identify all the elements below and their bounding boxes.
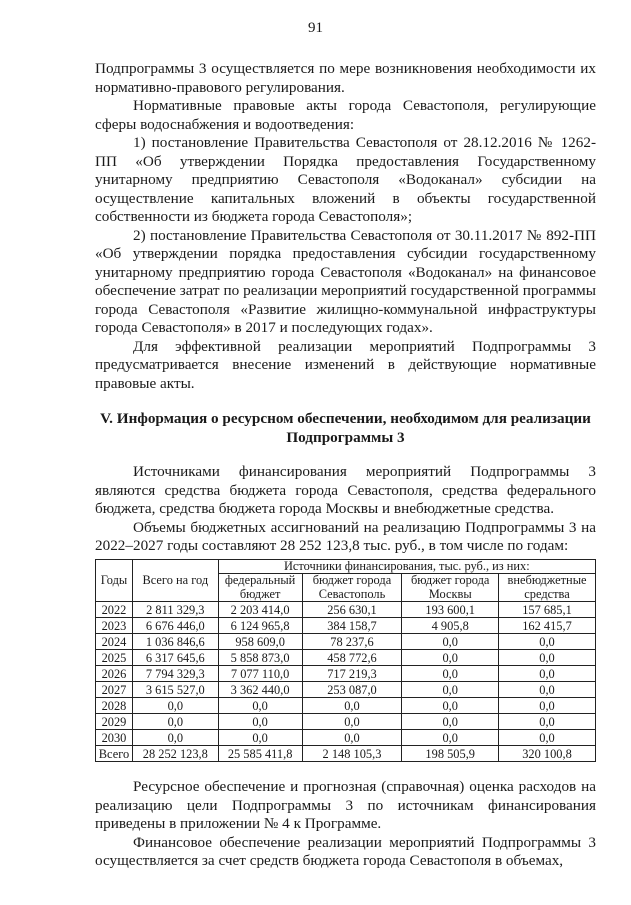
- paragraph: 1) постановление Правительства Севастополя от 28.12.2016 № 1262-ПП «Об утверждении Порядка предоставления Государственному унитарному предприятию Севастополя «Водоканал» субсидии на осуществление капитальных вложений в объекты государственной собственности из бюджета города Севастополя»;: [95, 134, 596, 225]
- table-cell-value: 2 203 414,0: [218, 602, 302, 618]
- table-cell-value: 0,0: [499, 714, 596, 730]
- table-cell-value: 157 685,1: [499, 602, 596, 618]
- table-cell-value: 2 148 105,3: [302, 746, 402, 762]
- table-cell-value: 25 585 411,8: [218, 746, 302, 762]
- table-cell-value: 0,0: [499, 650, 596, 666]
- column-header-federal: федеральный бюджет: [218, 574, 302, 602]
- table-cell-value: 78 237,6: [302, 634, 402, 650]
- table-cell-value: 0,0: [302, 698, 402, 714]
- table-cell-value: 458 772,6: [302, 650, 402, 666]
- table-cell-year: 2029: [96, 714, 133, 730]
- table-row: [96, 714, 596, 730]
- table-cell-value: 3 615 527,0: [132, 682, 218, 698]
- table-cell-value: 162 415,7: [499, 618, 596, 634]
- table-cell-value: 0,0: [402, 714, 499, 730]
- paragraph: 2) постановление Правительства Севастополя от 30.11.2017 № 892-ПП «Об утверждении порядка предоставления субсидии государственному унитарному предприятию города Севастополя «Водоканал» на финансовое обеспечение затрат по реализации мероприятий государственной программы города Севастополя «Развитие жилищно-коммунальной инфраструктуры города Севастополя» в 2017 и последующих годах».: [95, 226, 596, 336]
- table-cell-year: 2022: [96, 602, 133, 618]
- table-cell-value: 5 858 873,0: [218, 650, 302, 666]
- section-heading: [95, 410, 596, 447]
- table-cell-value: 0,0: [402, 650, 499, 666]
- table-cell-value: 958 609,0: [218, 634, 302, 650]
- table-row: [96, 618, 596, 634]
- table-cell-value: 3 362 440,0: [218, 682, 302, 698]
- table-cell-value: 0,0: [302, 714, 402, 730]
- table-cell-value: 0,0: [402, 666, 499, 682]
- table-cell-year: 2026: [96, 666, 133, 682]
- table-row: [96, 650, 596, 666]
- table-cell-year: 2025: [96, 650, 133, 666]
- table-row: [96, 682, 596, 698]
- column-header-total: Всего на год: [132, 559, 218, 602]
- paragraph: Подпрограммы 3 осуществляется по мере возникновения необходимости их нормативно-правового регулирования.: [95, 60, 596, 96]
- table-cell-value: 0,0: [499, 730, 596, 746]
- table-cell-value: 0,0: [402, 730, 499, 746]
- table-cell-value: 0,0: [499, 682, 596, 698]
- table-row: [96, 698, 596, 714]
- table-cell-year: 2027: [96, 682, 133, 698]
- table-cell-value: 384 158,7: [302, 618, 402, 634]
- paragraph: Ресурсное обеспечение и прогнозная (справочная) оценка расходов на реализацию цели Подпрограммы 3 по источникам финансирования приведены в приложении № 4 к Программе.: [95, 778, 596, 832]
- table-body: [96, 602, 596, 762]
- column-header-years: Годы: [96, 559, 133, 602]
- document-body: [95, 60, 596, 871]
- table-cell-value: 4 905,8: [402, 618, 499, 634]
- table-cell-value: 6 317 645,6: [132, 650, 218, 666]
- table-row: [96, 634, 596, 650]
- column-header-offbudget: внебюджетные средства: [499, 574, 596, 602]
- table-row: [96, 666, 596, 682]
- table-cell-value: 717 219,3: [302, 666, 402, 682]
- table-cell-value: 0,0: [132, 730, 218, 746]
- table-cell-value: 253 087,0: [302, 682, 402, 698]
- paragraph: Нормативные правовые акты города Севастополя, регулирующие сферы водоснабжения и водоотведения:: [95, 97, 596, 133]
- table-cell-year: Всего: [96, 746, 133, 762]
- section-heading-line: Подпрограммы 3: [286, 428, 405, 446]
- table-cell-value: 0,0: [218, 730, 302, 746]
- paragraph: Источниками финансирования мероприятий Подпрограммы 3 являются средства бюджета города Севастополя, средства федерального бюджета, средства бюджета города Москвы и внебюджетные средства.: [95, 463, 596, 517]
- table-cell-value: 6 124 965,8: [218, 618, 302, 634]
- table-cell-value: 1 036 846,6: [132, 634, 218, 650]
- table-cell-value: 320 100,8: [499, 746, 596, 762]
- table-cell-value: 7 794 329,3: [132, 666, 218, 682]
- table-cell-value: 0,0: [499, 698, 596, 714]
- table-row: [96, 746, 596, 762]
- financing-table: [95, 559, 596, 763]
- table-cell-year: 2028: [96, 698, 133, 714]
- table-cell-value: 198 505,9: [402, 746, 499, 762]
- column-header-sevastopol: бюджет города Севастополь: [302, 574, 402, 602]
- page-number: 91: [308, 20, 323, 36]
- table-cell-value: 256 630,1: [302, 602, 402, 618]
- table-cell-value: 0,0: [402, 698, 499, 714]
- table-cell-value: 7 077 110,0: [218, 666, 302, 682]
- paragraph: Финансовое обеспечение реализации мероприятий Подпрограммы 3 осуществляется за счет средств бюджета города Севастополя в объемах,: [95, 833, 596, 869]
- table-cell-value: 2 811 329,3: [132, 602, 218, 618]
- table-cell-value: 0,0: [132, 698, 218, 714]
- table-cell-value: 0,0: [499, 666, 596, 682]
- paragraph: Для эффективной реализации мероприятий Подпрограммы 3 предусматривается внесение изменений в действующие нормативные правовые акты.: [95, 337, 596, 392]
- table-cell-value: 28 252 123,8: [132, 746, 218, 762]
- table-cell-value: 0,0: [402, 634, 499, 650]
- table-cell-value: 6 676 446,0: [132, 618, 218, 634]
- table-cell-year: 2030: [96, 730, 133, 746]
- table-cell-value: 193 600,1: [402, 602, 499, 618]
- table-row: [96, 602, 596, 618]
- table-cell-value: 0,0: [402, 682, 499, 698]
- paragraph: Объемы бюджетных ассигнований на реализацию Подпрограммы 3 на 2022–2027 годы составляют 28 252 123,8 тыс. руб., в том числе по годам:: [95, 518, 596, 554]
- table-cell-year: 2023: [96, 618, 133, 634]
- table-row: [96, 730, 596, 746]
- table-cell-value: 0,0: [499, 634, 596, 650]
- table-cell-value: 0,0: [132, 714, 218, 730]
- table-cell-year: 2024: [96, 634, 133, 650]
- table-cell-value: 0,0: [218, 698, 302, 714]
- column-header-sources: Источники финансирования, тыс. руб., из них:: [218, 559, 595, 574]
- table-cell-value: 0,0: [218, 714, 302, 730]
- table-cell-value: 0,0: [302, 730, 402, 746]
- section-heading-line: V. Информация о ресурсном обеспечении, необходимом для реализации: [100, 410, 591, 427]
- column-header-moscow: бюджет города Москвы: [402, 574, 499, 602]
